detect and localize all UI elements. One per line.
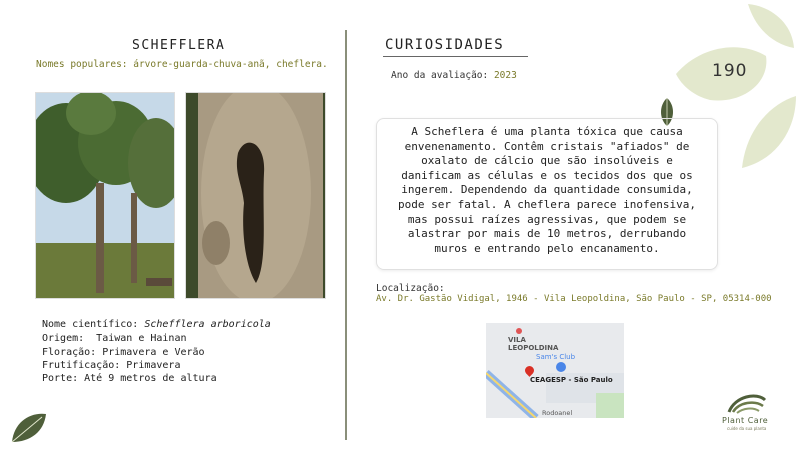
map-district-label: VILA LEOPOLDINA bbox=[508, 336, 559, 352]
curiosities-title: CURIOSIDADES bbox=[385, 37, 505, 53]
trunk-photo bbox=[185, 92, 326, 299]
map-club-label: Sam's Club bbox=[536, 353, 576, 361]
location-address: Av. Dr. Gastão Vidigal, 1946 - Vila Leopoldina, São Paulo - SP, 05314-000 bbox=[376, 294, 772, 304]
tree-photo bbox=[35, 92, 175, 299]
info-origin: Origem: Taiwan e Hainan bbox=[42, 333, 187, 344]
popular-names: Nomes populares: árvore-guarda-chuva-anã, cheflera. bbox=[36, 59, 328, 70]
plant-care-logo-icon bbox=[727, 392, 767, 414]
plant-care-logo-arc-bottom bbox=[737, 409, 759, 413]
info-scientific-name bbox=[42, 318, 271, 332]
curiosities-text: A Scheflera é uma planta tóxica que causa envenenamento. Contêm cristais "afiados" de oxalato de cálcio que são insolúveis e danificam as células e os tecidos dos que os ingerem. Dependendo da quantidade consumida, pode ser fatal. A cheflera parece inofensiva, mas possui raízes agressivas, que podem se alastrar por mais de 10 metros, derrubando muros e entrando pelo encanamento. bbox=[397, 125, 696, 255]
location-label: Localização: bbox=[376, 283, 445, 294]
assessment-number: 190 bbox=[712, 61, 748, 81]
brand-name: Plant Care bbox=[722, 416, 769, 425]
info-size: Porte: Até 9 metros de altura bbox=[42, 373, 217, 384]
tree-photo-bench bbox=[146, 278, 172, 286]
brand-tagline: cuide da sua planta bbox=[727, 426, 767, 431]
map-park bbox=[596, 393, 624, 418]
assessment-year-label: Ano da avaliação: bbox=[391, 70, 494, 81]
location-map[interactable] bbox=[486, 323, 624, 418]
tree-photo-trunk-left bbox=[96, 183, 104, 293]
column-divider bbox=[345, 30, 347, 440]
curiosities-text-box bbox=[376, 118, 718, 270]
tree-photo-ground bbox=[36, 243, 174, 298]
trunk-photo-knot bbox=[202, 221, 230, 265]
tree-photo-canopy-top bbox=[66, 93, 116, 135]
assessment-year bbox=[391, 70, 517, 81]
map-poi-dot bbox=[516, 328, 522, 334]
map-main-label: CEAGESP - São Paulo bbox=[530, 376, 613, 384]
tree-photo-trunk-right bbox=[131, 193, 137, 283]
assessment-year-value: 2023 bbox=[493, 70, 517, 81]
leaf-icon-bottom-left bbox=[8, 408, 48, 446]
scientific-name-label: Nome científico: bbox=[42, 319, 145, 330]
map-road-label: Rodoanel bbox=[542, 409, 573, 417]
leaf-shape-bottom bbox=[742, 96, 796, 168]
info-flowering: Floração: Primavera e Verão bbox=[42, 347, 205, 358]
plant-name: SCHEFFLERA bbox=[132, 38, 226, 53]
map-poi-club-marker bbox=[556, 362, 566, 372]
leaf-shape-top bbox=[748, 4, 794, 48]
info-fruiting: Frutificação: Primavera bbox=[42, 360, 181, 371]
scientific-name-value: Schefflera arboricola bbox=[144, 319, 271, 330]
curiosities-underline bbox=[383, 56, 528, 57]
